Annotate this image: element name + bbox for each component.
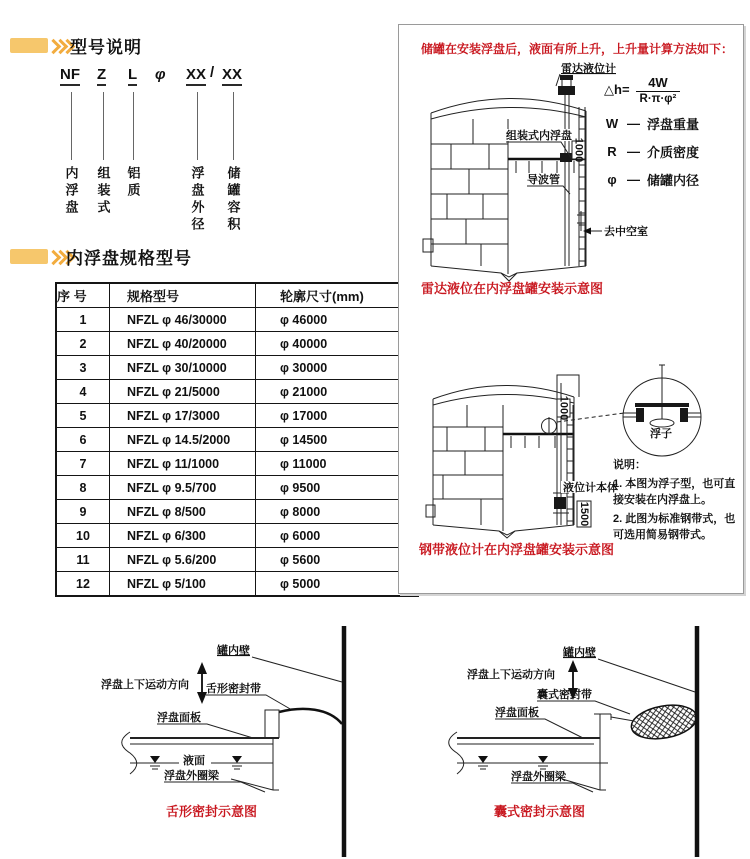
tank2-brick-pattern [433, 405, 503, 525]
liquid-surface [457, 756, 608, 769]
cell-index: 12 [56, 572, 110, 597]
deck-rim [562, 714, 634, 790]
cell-index: 7 [56, 452, 110, 476]
cell-model: NFZL φ 9.5/700 [110, 476, 256, 500]
formula-denominator: R·π·φ² [636, 91, 681, 105]
dash: — [627, 144, 640, 159]
code-part-xx2: XX [222, 66, 242, 86]
deck-rim [231, 710, 279, 790]
section-title-model: 型号说明 [70, 38, 142, 57]
legend-label-xx2: 储罐容积 [225, 166, 241, 234]
symbol-w: W [605, 116, 619, 131]
rise-formula [604, 75, 736, 198]
cell-dim: φ 11000 [256, 452, 419, 476]
cell-model: NFZL φ 5.6/200 [110, 548, 256, 572]
label-disc-weight: 浮盘重量 [647, 117, 700, 132]
seal-leader-line [537, 701, 630, 714]
cell-model: NFZL φ 11/1000 [110, 452, 256, 476]
wall-leader-line [598, 659, 695, 692]
cell-model: NFZL φ 17/3000 [110, 404, 256, 428]
cell-model: NFZL φ 5/100 [110, 572, 256, 597]
code-part-xx1: XX [186, 66, 206, 86]
cell-index: 2 [56, 332, 110, 356]
dim-1000-label: 1000 [572, 137, 585, 163]
radar-gauge-label: 雷达液位计 [561, 63, 616, 75]
motion-label: 浮盘上下运动方向 [467, 669, 555, 681]
table-row [56, 500, 418, 524]
formula-numerator: 4W [648, 75, 668, 90]
table-row [56, 548, 418, 572]
cell-model: NFZL φ 8/500 [110, 500, 256, 524]
cell-model: NFZL φ 46/30000 [110, 308, 256, 332]
table-row [56, 332, 418, 356]
code-part-nf: NF [60, 66, 80, 86]
tank1-guide-pipe [560, 95, 585, 266]
cell-index: 8 [56, 476, 110, 500]
dash: — [627, 116, 640, 131]
level-gauge-panel [398, 24, 744, 594]
legend-label-xx1: 浮盘外径 [189, 166, 205, 234]
table-row [56, 428, 418, 452]
label-tank-diameter: 储罐内径 [647, 173, 700, 188]
cell-dim: φ 17000 [256, 404, 419, 428]
cell-index: 11 [56, 548, 110, 572]
guide-pipe-label: 导波管 [527, 174, 560, 186]
cell-index: 3 [56, 356, 110, 380]
legend-line [197, 92, 198, 160]
note-1: 1. 本图为浮子型，也可直接安装在内浮盘上。 [613, 477, 736, 506]
col-header-dim: 轮廓尺寸(mm) [256, 283, 419, 308]
tank2-floating-disc [503, 434, 574, 448]
dim-1000-box-top [557, 396, 570, 420]
table-row [56, 452, 418, 476]
liquid-label: 液面 [183, 755, 205, 767]
note-2: 2. 此图为标准钢带式，也可选用简易钢带式。 [613, 512, 736, 541]
section-title-spec: 内浮盘规格型号 [66, 249, 192, 268]
formula-fraction [636, 75, 681, 105]
code-part-l: L [128, 66, 137, 86]
deck-plate [449, 732, 600, 774]
tongue-seal-label: 舌形密封带 [206, 683, 261, 695]
dim-1000-top-label: 1000 [557, 395, 570, 421]
table-header-row [56, 283, 418, 308]
cell-dim: φ 40000 [256, 332, 419, 356]
tank1-ladder [579, 107, 585, 266]
tank1-brick-pattern [431, 119, 508, 266]
cell-model: NFZL φ 40/20000 [110, 332, 256, 356]
panel-intro-text: 储罐在安装浮盘后，液面有所上升，上升量计算方法如下： [421, 42, 734, 56]
cell-model: NFZL φ 21/5000 [110, 380, 256, 404]
cell-dim: φ 30000 [256, 356, 419, 380]
radar-leader-line [556, 74, 560, 86]
spec-table [55, 282, 419, 597]
cell-dim: φ 6000 [256, 524, 419, 548]
section-badge [10, 249, 48, 264]
table-row [56, 380, 418, 404]
cell-dim: φ 5600 [256, 548, 419, 572]
formula-legend-w [604, 114, 736, 133]
section-badge [10, 38, 48, 53]
cell-dim: φ 21000 [256, 380, 419, 404]
cell-dim: φ 8000 [256, 500, 419, 524]
cell-dim: φ 14500 [256, 428, 419, 452]
legend-label-nf: 内浮盘 [63, 166, 79, 217]
guide-leader-line [527, 186, 570, 194]
label-medium-density: 介质密度 [647, 145, 700, 160]
cell-model: NFZL φ 30/10000 [110, 356, 256, 380]
tank2-caption: 钢带液位计在内浮盘罐安装示意图 [419, 542, 615, 557]
bladder-seal-label: 囊式密封带 [537, 689, 592, 701]
hollow-chamber-label: 去中空室 [604, 226, 648, 238]
table-row [56, 476, 418, 500]
col-header-index: 序 号 [56, 283, 110, 308]
symbol-r: R [607, 144, 617, 159]
assembled-disc-label: 组装式内浮盘 [506, 130, 572, 142]
notes-title: 说明： [613, 459, 646, 471]
deck-leader-line [495, 719, 583, 738]
tank1-outline [423, 98, 586, 281]
code-part-slash: / [210, 64, 215, 81]
tank-wall-label: 罐内壁 [217, 645, 250, 657]
dim-1500-box [577, 501, 591, 527]
float-on-disc [542, 417, 557, 435]
legend-line [233, 92, 234, 160]
bladder-seal-band [629, 701, 700, 744]
motion-label: 浮盘上下运动方向 [101, 679, 189, 691]
symbol-phi: φ [607, 172, 617, 187]
cell-index: 10 [56, 524, 110, 548]
cell-model: NFZL φ 6/300 [110, 524, 256, 548]
table-row [56, 356, 418, 380]
dash: — [627, 172, 640, 187]
legend-label-l: 铝质 [125, 166, 141, 200]
bladder-seal-diagram [415, 622, 750, 859]
table-row [56, 404, 418, 428]
dim-1500-label: 1500 [578, 501, 590, 527]
cell-index: 1 [56, 308, 110, 332]
ring-beam-label: 浮盘外圈梁 [511, 771, 566, 783]
cell-index: 4 [56, 380, 110, 404]
cell-index: 6 [56, 428, 110, 452]
table-row [56, 572, 418, 597]
table-row [56, 308, 418, 332]
code-part-z: Z [97, 66, 106, 86]
bladder-seal-caption: 囊式密封示意图 [494, 804, 586, 819]
radar-gauge-icon [558, 75, 575, 95]
tongue-seal-band [279, 709, 342, 724]
col-header-model: 规格型号 [110, 283, 256, 308]
tank1-caption: 雷达液位在内浮盘罐安装示意图 [421, 281, 604, 296]
wall-leader-line [252, 657, 342, 682]
tongue-seal-caption: 舌形密封示意图 [166, 804, 258, 819]
deck-label: 浮盘面板 [495, 707, 539, 719]
tank2-outline [426, 385, 574, 538]
dim-1000-box [572, 138, 585, 162]
legend-line [133, 92, 134, 160]
formula-legend-phi [604, 170, 736, 189]
float-callout-circle [623, 365, 701, 456]
legend-line [103, 92, 104, 160]
code-part-phi: φ [155, 66, 166, 83]
notes-block [613, 457, 737, 546]
legend-line [71, 92, 72, 160]
legend-label-z: 组装式 [95, 166, 111, 217]
deck-leader-line [157, 724, 253, 738]
ring-beam-label: 浮盘外圈梁 [164, 770, 219, 782]
cell-dim: φ 46000 [256, 308, 419, 332]
cell-dim: φ 5000 [256, 572, 419, 597]
deck-label: 浮盘面板 [157, 712, 201, 724]
formula-main [604, 75, 736, 105]
gauge-body-label: 液位计本体 [563, 482, 618, 494]
tongue-seal-diagram [45, 622, 395, 859]
tank2-ladder [567, 405, 573, 525]
cell-dim: φ 9500 [256, 476, 419, 500]
seal-leader-line [206, 695, 292, 710]
cell-index: 5 [56, 404, 110, 428]
table-row [56, 524, 418, 548]
formula-lhs: △h= [604, 82, 630, 97]
cell-index: 9 [56, 500, 110, 524]
float-label: 浮子 [650, 428, 672, 440]
cell-model: NFZL φ 14.5/2000 [110, 428, 256, 452]
formula-legend-r [604, 142, 736, 161]
tank-wall-label: 罐内壁 [563, 647, 596, 659]
